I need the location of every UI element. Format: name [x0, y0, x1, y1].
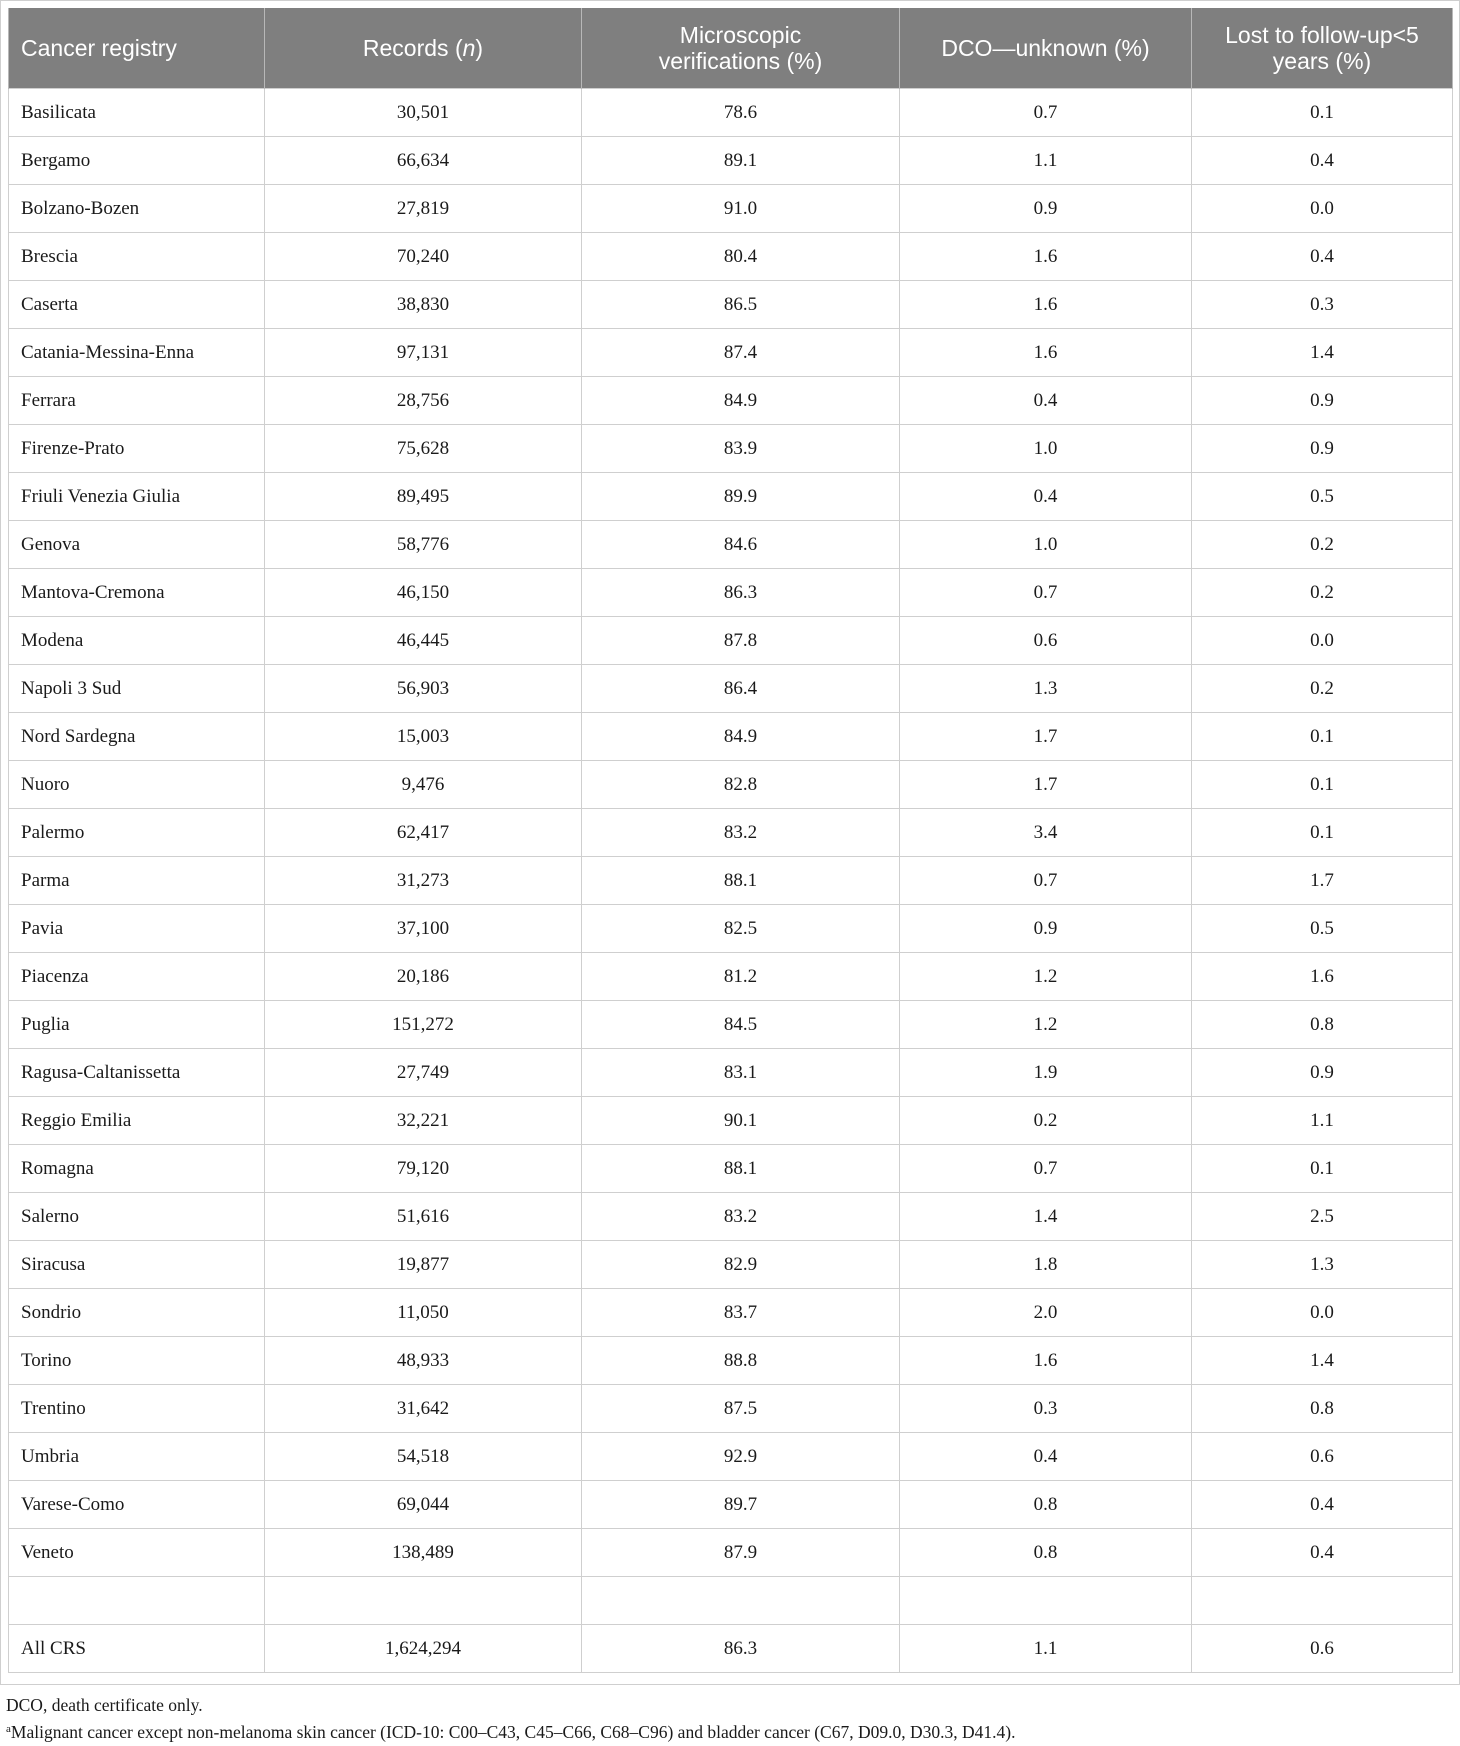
table-row [9, 953, 1453, 1001]
table-row [9, 329, 1453, 377]
cell-registry: Brescia [9, 233, 265, 281]
cell-records: 20,186 [265, 953, 582, 1001]
cell-registry: Bolzano-Bozen [9, 185, 265, 233]
cell-lost: 2.5 [1192, 1193, 1453, 1241]
cell-records: 66,634 [265, 137, 582, 185]
cell-microscopic: 88.8 [582, 1337, 900, 1385]
cell-microscopic: 84.9 [582, 377, 900, 425]
cell-dco: 1.7 [900, 761, 1192, 809]
cell-dco: 0.9 [900, 185, 1192, 233]
cell-microscopic: 87.9 [582, 1529, 900, 1577]
table-header [9, 8, 1453, 89]
cell-dco: 0.4 [900, 1433, 1192, 1481]
cell-records: 46,445 [265, 617, 582, 665]
cell-microscopic: 84.9 [582, 713, 900, 761]
cell-microscopic: 87.8 [582, 617, 900, 665]
cell-lost: 0.6 [1192, 1625, 1453, 1673]
table-row [9, 665, 1453, 713]
cell-lost: 0.1 [1192, 761, 1453, 809]
cell-microscopic: 82.8 [582, 761, 900, 809]
cell-registry: Palermo [9, 809, 265, 857]
cell-microscopic: 84.5 [582, 1001, 900, 1049]
cell-registry: Pavia [9, 905, 265, 953]
cell-microscopic: 78.6 [582, 89, 900, 137]
cell-records: 28,756 [265, 377, 582, 425]
cell-dco: 1.2 [900, 953, 1192, 1001]
cell-records: 15,003 [265, 713, 582, 761]
cell-lost: 0.2 [1192, 569, 1453, 617]
cell-registry: Parma [9, 857, 265, 905]
cell-lost: 0.1 [1192, 1145, 1453, 1193]
cell-lost: 1.7 [1192, 857, 1453, 905]
registry-table [8, 8, 1453, 1673]
cell-registry: Ferrara [9, 377, 265, 425]
table-row [9, 1529, 1453, 1577]
cell-microscopic: 86.5 [582, 281, 900, 329]
footnote-note [6, 1717, 1015, 1744]
header-records: Records (n) [265, 8, 582, 89]
cell-dco: 0.6 [900, 617, 1192, 665]
cell-registry: Nuoro [9, 761, 265, 809]
cell-lost: 0.8 [1192, 1001, 1453, 1049]
cell-registry: Puglia [9, 1001, 265, 1049]
cell-records: 75,628 [265, 425, 582, 473]
table-row [9, 1577, 1453, 1625]
cell-records: 56,903 [265, 665, 582, 713]
table-row [9, 1385, 1453, 1433]
cell-microscopic: 88.1 [582, 1145, 900, 1193]
table-row [9, 809, 1453, 857]
table-row [9, 1625, 1453, 1673]
cell-dco: 1.7 [900, 713, 1192, 761]
cell-records: 58,776 [265, 521, 582, 569]
table-row [9, 1481, 1453, 1529]
cell-registry: Friuli Venezia Giulia [9, 473, 265, 521]
cell-registry: Caserta [9, 281, 265, 329]
cell-registry [9, 1577, 265, 1625]
cell-dco: 1.6 [900, 329, 1192, 377]
cell-lost: 0.4 [1192, 233, 1453, 281]
header-row [9, 8, 1453, 89]
cell-registry: Genova [9, 521, 265, 569]
cell-microscopic: 83.9 [582, 425, 900, 473]
cell-lost: 0.8 [1192, 1385, 1453, 1433]
table-row [9, 1433, 1453, 1481]
cell-lost: 0.9 [1192, 377, 1453, 425]
table-body [9, 89, 1453, 1673]
cell-registry: Reggio Emilia [9, 1097, 265, 1145]
cell-lost: 0.0 [1192, 617, 1453, 665]
cell-dco: 0.9 [900, 905, 1192, 953]
table-row [9, 425, 1453, 473]
cell-records: 11,050 [265, 1289, 582, 1337]
cell-lost: 0.0 [1192, 185, 1453, 233]
cell-microscopic: 86.3 [582, 569, 900, 617]
cell-records: 9,476 [265, 761, 582, 809]
cell-registry: Basilicata [9, 89, 265, 137]
table-row [9, 1337, 1453, 1385]
header-dco-unknown: DCO—unknown (%) [900, 8, 1192, 89]
cell-dco: 0.8 [900, 1481, 1192, 1529]
cell-dco: 1.3 [900, 665, 1192, 713]
cell-dco: 1.2 [900, 1001, 1192, 1049]
cell-records: 48,933 [265, 1337, 582, 1385]
table-row [9, 1097, 1453, 1145]
table-row [9, 377, 1453, 425]
cell-dco: 0.7 [900, 89, 1192, 137]
table-row [9, 569, 1453, 617]
cell-registry: Ragusa-Caltanissetta [9, 1049, 265, 1097]
cell-registry: Piacenza [9, 953, 265, 1001]
cell-registry: Sondrio [9, 1289, 265, 1337]
cell-records: 32,221 [265, 1097, 582, 1145]
table-row [9, 281, 1453, 329]
table-row [9, 137, 1453, 185]
cell-lost: 0.4 [1192, 1481, 1453, 1529]
cell-registry: Firenze-Prato [9, 425, 265, 473]
cell-records: 97,131 [265, 329, 582, 377]
cell-records: 51,616 [265, 1193, 582, 1241]
cell-microscopic: 87.4 [582, 329, 900, 377]
cell-dco: 1.4 [900, 1193, 1192, 1241]
table-row [9, 1145, 1453, 1193]
cell-records: 79,120 [265, 1145, 582, 1193]
cell-records: 54,518 [265, 1433, 582, 1481]
cell-dco: 0.7 [900, 857, 1192, 905]
cell-lost [1192, 1577, 1453, 1625]
cell-registry: Salerno [9, 1193, 265, 1241]
cell-lost: 0.6 [1192, 1433, 1453, 1481]
cell-dco: 1.8 [900, 1241, 1192, 1289]
cell-microscopic: 81.2 [582, 953, 900, 1001]
cell-lost: 0.3 [1192, 281, 1453, 329]
cell-lost: 0.0 [1192, 1289, 1453, 1337]
table-row [9, 1289, 1453, 1337]
cell-microscopic: 91.0 [582, 185, 900, 233]
cell-records: 38,830 [265, 281, 582, 329]
cell-records: 151,272 [265, 1001, 582, 1049]
cell-microscopic: 86.3 [582, 1625, 900, 1673]
cell-lost: 0.1 [1192, 713, 1453, 761]
cell-records: 138,489 [265, 1529, 582, 1577]
table-row [9, 1193, 1453, 1241]
cell-dco: 1.6 [900, 1337, 1192, 1385]
cell-lost: 1.3 [1192, 1241, 1453, 1289]
cell-dco: 0.2 [900, 1097, 1192, 1145]
cell-lost: 0.5 [1192, 905, 1453, 953]
cell-lost: 1.1 [1192, 1097, 1453, 1145]
cell-lost: 0.2 [1192, 521, 1453, 569]
cell-lost: 1.4 [1192, 329, 1453, 377]
cell-records: 30,501 [265, 89, 582, 137]
cell-microscopic: 92.9 [582, 1433, 900, 1481]
cell-lost: 1.4 [1192, 1337, 1453, 1385]
cell-lost: 0.2 [1192, 665, 1453, 713]
cell-records [265, 1577, 582, 1625]
cell-dco: 0.8 [900, 1529, 1192, 1577]
table-row [9, 713, 1453, 761]
footnote-note-text: Malignant cancer except non-melanoma skin cancer (ICD-10: C00–C43, C45–C66, C68–C96) and bladder cancer (C67, D09.0, D30.3, D41.4). [10, 1722, 1016, 1742]
cell-lost: 0.4 [1192, 137, 1453, 185]
cell-microscopic: 89.7 [582, 1481, 900, 1529]
cell-lost: 0.5 [1192, 473, 1453, 521]
cell-records: 31,273 [265, 857, 582, 905]
footnote-abbreviation: DCO, death certificate only. [6, 1695, 203, 1715]
cell-dco: 1.0 [900, 425, 1192, 473]
cell-registry: Mantova-Cremona [9, 569, 265, 617]
cell-dco: 1.0 [900, 521, 1192, 569]
cell-registry: Bergamo [9, 137, 265, 185]
cell-registry: Veneto [9, 1529, 265, 1577]
header-cancer-registry: Cancer registry [9, 8, 265, 89]
cell-dco: 0.3 [900, 1385, 1192, 1433]
cell-registry: Napoli 3 Sud [9, 665, 265, 713]
table-row [9, 1001, 1453, 1049]
table-row [9, 905, 1453, 953]
cell-microscopic: 84.6 [582, 521, 900, 569]
cell-dco: 0.4 [900, 473, 1192, 521]
table-row [9, 761, 1453, 809]
cell-registry: All CRS [9, 1625, 265, 1673]
cell-records: 89,495 [265, 473, 582, 521]
cell-microscopic: 82.5 [582, 905, 900, 953]
cell-microscopic: 89.1 [582, 137, 900, 185]
cell-registry: Catania-Messina-Enna [9, 329, 265, 377]
cell-microscopic: 90.1 [582, 1097, 900, 1145]
cell-registry: Torino [9, 1337, 265, 1385]
cell-dco: 1.9 [900, 1049, 1192, 1097]
table-row [9, 473, 1453, 521]
footnote-marker: a [6, 1723, 11, 1735]
cell-microscopic: 87.5 [582, 1385, 900, 1433]
cell-microscopic: 83.2 [582, 1193, 900, 1241]
cell-registry: Siracusa [9, 1241, 265, 1289]
cell-records: 62,417 [265, 809, 582, 857]
cell-microscopic: 83.2 [582, 809, 900, 857]
cell-dco: 0.7 [900, 1145, 1192, 1193]
cell-lost: 0.4 [1192, 1529, 1453, 1577]
cell-dco: 1.6 [900, 233, 1192, 281]
cell-dco: 0.4 [900, 377, 1192, 425]
table-row [9, 617, 1453, 665]
cell-dco: 1.1 [900, 137, 1192, 185]
cell-registry: Varese-Como [9, 1481, 265, 1529]
cell-records: 31,642 [265, 1385, 582, 1433]
cell-records: 46,150 [265, 569, 582, 617]
header-microscopic-verifications: Microscopic verifications (%) [582, 8, 900, 89]
cell-microscopic: 82.9 [582, 1241, 900, 1289]
cell-records: 27,749 [265, 1049, 582, 1097]
header-lost-to-follow-up: Lost to follow-up<5 years (%) [1192, 8, 1453, 89]
cell-dco: 1.6 [900, 281, 1192, 329]
cell-microscopic: 88.1 [582, 857, 900, 905]
cell-microscopic: 86.4 [582, 665, 900, 713]
cell-records: 70,240 [265, 233, 582, 281]
cell-microscopic: 83.7 [582, 1289, 900, 1337]
table-row [9, 521, 1453, 569]
table-row [9, 89, 1453, 137]
table-row [9, 857, 1453, 905]
cell-records: 27,819 [265, 185, 582, 233]
cell-lost: 0.9 [1192, 425, 1453, 473]
cell-dco: 0.7 [900, 569, 1192, 617]
table-row [9, 1241, 1453, 1289]
cell-microscopic: 89.9 [582, 473, 900, 521]
cell-lost: 0.9 [1192, 1049, 1453, 1097]
cell-microscopic: 83.1 [582, 1049, 900, 1097]
cell-registry: Umbria [9, 1433, 265, 1481]
cell-registry: Trentino [9, 1385, 265, 1433]
cell-records: 69,044 [265, 1481, 582, 1529]
cell-dco: 1.1 [900, 1625, 1192, 1673]
cell-records: 37,100 [265, 905, 582, 953]
cell-microscopic: 80.4 [582, 233, 900, 281]
cell-registry: Romagna [9, 1145, 265, 1193]
cell-dco: 2.0 [900, 1289, 1192, 1337]
footnotes [6, 1693, 1015, 1744]
cell-lost: 0.1 [1192, 809, 1453, 857]
cell-records: 19,877 [265, 1241, 582, 1289]
cell-registry: Nord Sardegna [9, 713, 265, 761]
cell-dco [900, 1577, 1192, 1625]
table-row [9, 185, 1453, 233]
cell-lost: 0.1 [1192, 89, 1453, 137]
cell-lost: 1.6 [1192, 953, 1453, 1001]
cell-records: 1,624,294 [265, 1625, 582, 1673]
table-row [9, 233, 1453, 281]
cell-dco: 3.4 [900, 809, 1192, 857]
cell-registry: Modena [9, 617, 265, 665]
table-row [9, 1049, 1453, 1097]
cell-microscopic [582, 1577, 900, 1625]
